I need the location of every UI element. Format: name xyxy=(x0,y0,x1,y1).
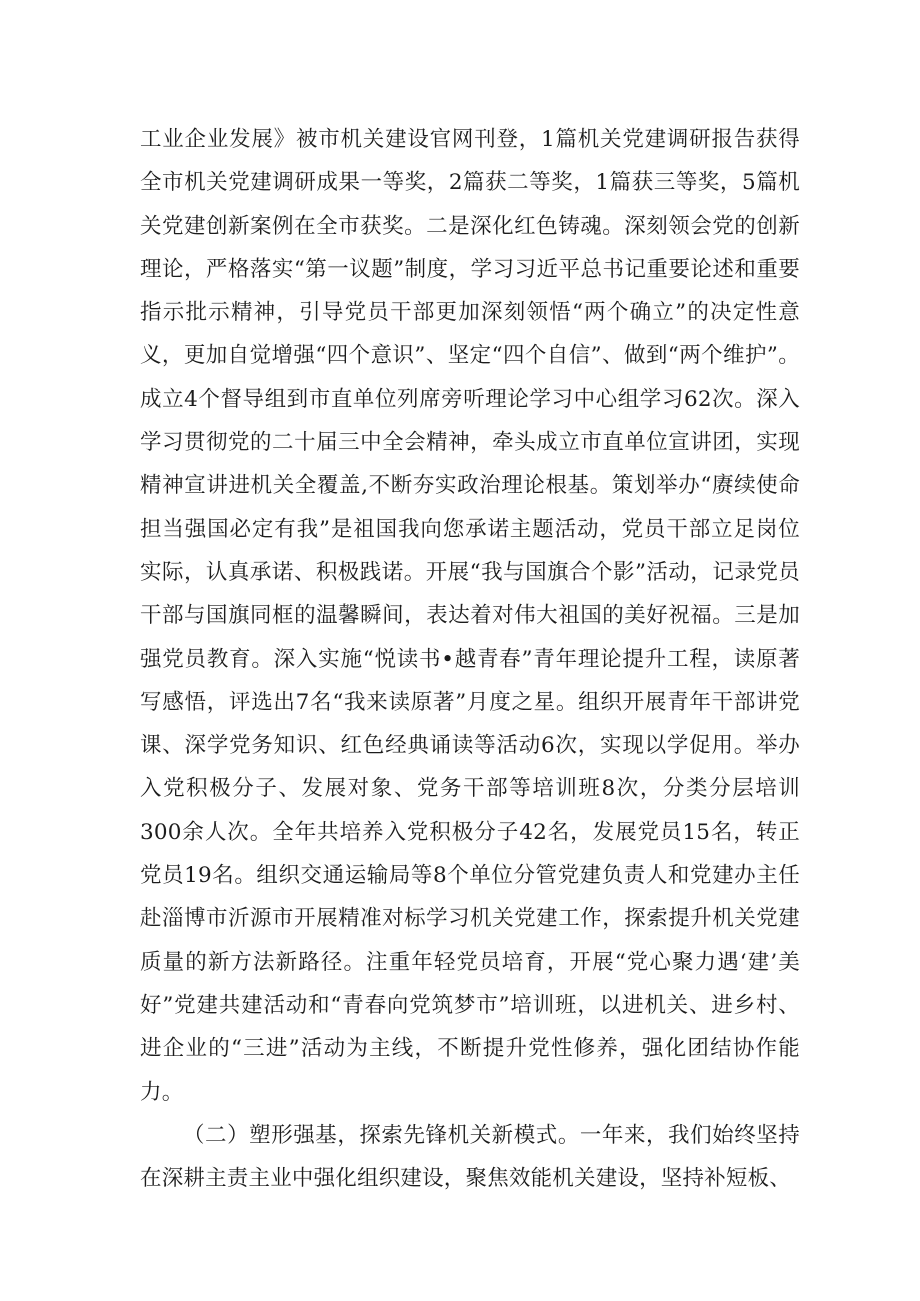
paragraph-continuation: 工业企业发展》被市机关建设官网刊登，1篇机关党建调研报告获得全市机关党建调研成果一等奖，2篇获二等奖，1篇获三等奖，5篇机关党建创新案例在全市获奖。二是深化红色铸魂。深刻领会党的创新理论，严格落实“第一议题”制度，学习习近平总书记重要论述和重要指示批示精神，引导党员干部更加深刻领悟“两个确立”的决定性意义，更加自觉增强“四个意识”、坚定“四个自信”、做到“两个维护”。成立4个督导组到市直单位列席旁听理论学习中心组学习62次。深入学习贯彻党的二十届三中全会精神，牵头成立市直单位宣讲团，实现精神宣讲进机关全覆盖,不断夯实政治理论根基。策划举办“赓续使命担当强国必定有我”是祖国我向您承诺主题活动，党员干部立足岗位实际，认真承诺、积极践诺。开展“我与国旗合个影”活动，记录党员干部与国旗同框的温馨瞬间，表达着对伟大祖国的美好祝福。三是加强党员教育。深入实施“悦读书•越青春”青年理论提升工程，读原著写感悟，评选出7名“我来读原著”月度之星。组织开展青年干部讲党课、深学党务知识、红色经典诵读等活动6次，实现以学促用。举办入党积极分子、发展对象、党务干部等培训班8次，分类分层培训300余人次。全年共培养入党积极分子42名，发展党员15名，转正党员19名。组织交通运输局等8个单位分管党建负责人和党建办主任赴淄博市沂源市开展精准对标学习机关党建工作，探索提升机关党建质量的新方法新路径。注重年轻党员培育，开展“党心聚力遇‘建’美好”党建共建活动和“青春向党筑梦市”培训班，以进机关、进乡村、进企业的“三进”活动为主线，不断提升党性修养，强化团结协作能力。 xyxy=(140,127,800,1105)
paragraph-section-two: （二）塑形强基，探索先锋机关新模式。一年来，我们始终坚持在深耕主责主业中强化组织建设，聚焦效能机关建设，坚持补短板、 xyxy=(140,1122,800,1192)
document-body xyxy=(140,118,800,1200)
